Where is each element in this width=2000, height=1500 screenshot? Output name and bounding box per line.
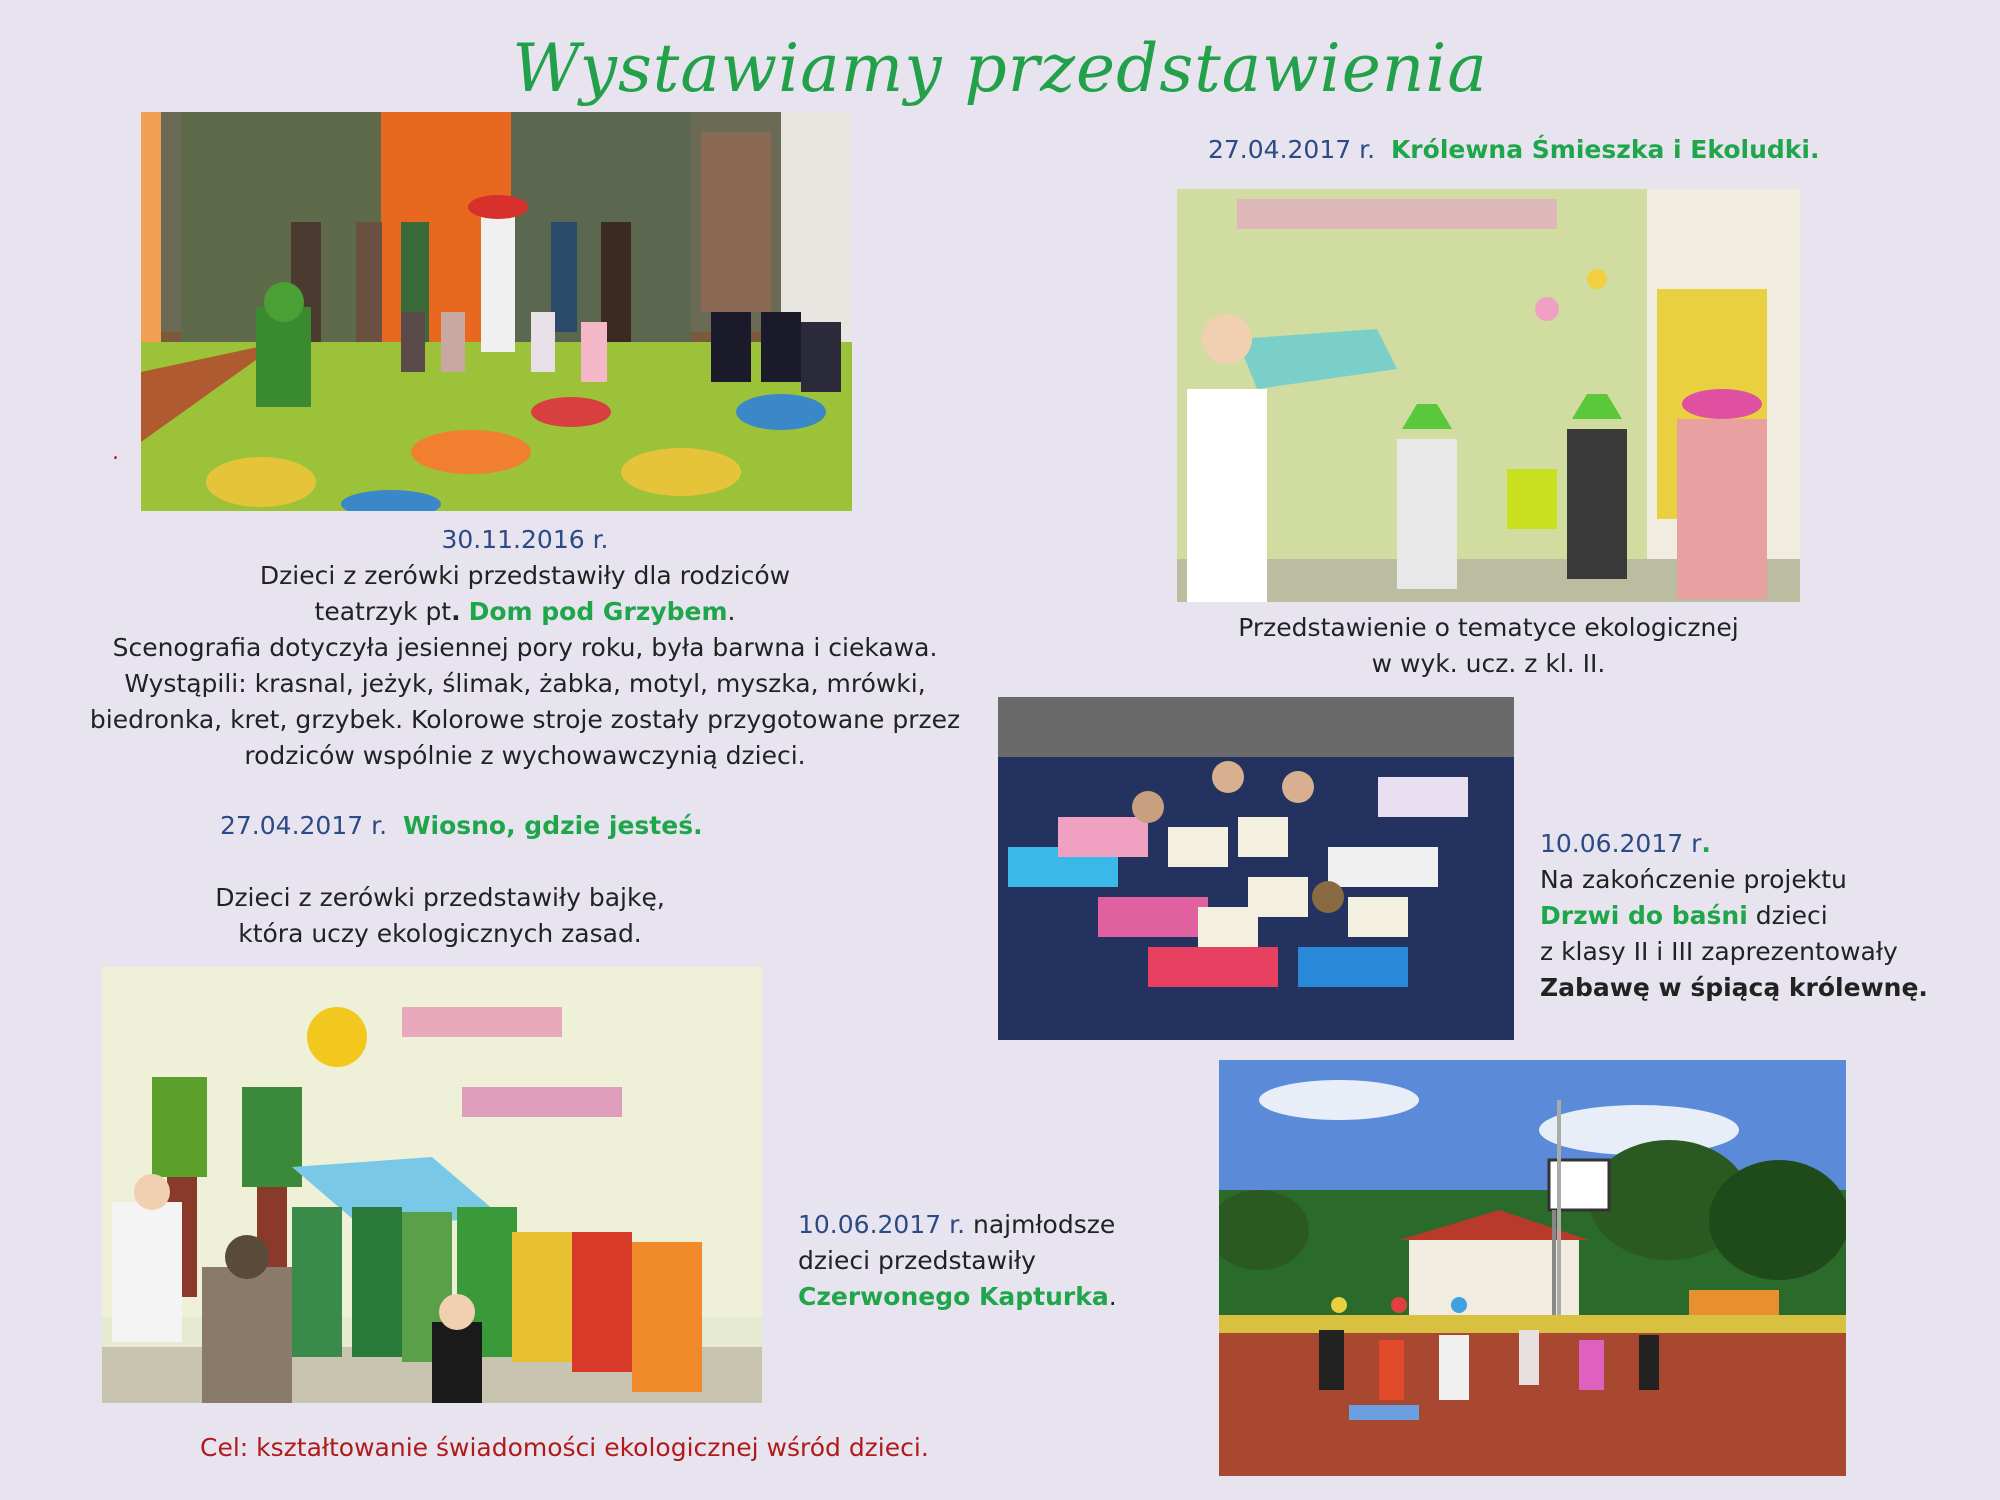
section-4-date-dot: . xyxy=(1701,829,1711,858)
section-3-caption xyxy=(1177,610,1800,682)
section-3-heading xyxy=(1208,132,1819,168)
section-4-line-2-rest: dzieci xyxy=(1747,901,1828,930)
section-2-line-1: Dzieci z zerówki przedstawiły bajkę, xyxy=(215,883,665,912)
section-5-play-title: Czerwonego Kapturka xyxy=(798,1282,1109,1311)
section-2-heading xyxy=(220,808,703,844)
section-2-date: 27.04.2017 r. xyxy=(220,811,388,840)
section-4-date: 10.06.2017 r xyxy=(1540,829,1702,858)
section-2-line-2: która uczy ekologicznych zasad. xyxy=(238,919,642,948)
section-4-line-1: Na zakończenie projektu xyxy=(1540,865,1847,894)
section-5-text xyxy=(798,1207,1117,1315)
section-5-line-1 xyxy=(798,1207,1117,1243)
section-3-date: 27.04.2017 r. xyxy=(1208,135,1376,164)
section-5-date: 10.06.2017 r. xyxy=(798,1210,966,1239)
section-4-project-title: Drzwi do baśni xyxy=(1540,901,1748,930)
section-3-caption-line-2: w wyk. ucz. z kl. II. xyxy=(1371,649,1606,678)
section-1-line-2 xyxy=(70,594,980,630)
section-4-text xyxy=(1540,826,1928,1006)
section-1-line-2-dot: . xyxy=(451,597,461,626)
section-1-text xyxy=(70,522,980,774)
section-5-line-1-rest: najmłodsze xyxy=(965,1210,1116,1239)
section-5-line-3 xyxy=(798,1279,1117,1315)
section-4-date-line xyxy=(1540,826,1928,862)
reading-on-carpet-photo xyxy=(998,697,1514,1040)
outdoor-fairytale-play-photo xyxy=(1219,1060,1846,1476)
section-3-caption-line-1: Przedstawienie o tematyce ekologicznej xyxy=(1238,613,1739,642)
section-1-line-4: Wystąpili: krasnal, jeżyk, ślimak, żabka, motyl, myszka, mrówki, xyxy=(124,669,926,698)
section-5-line-2: dzieci przedstawiły xyxy=(798,1246,1036,1275)
section-1-date: 30.11.2016 r. xyxy=(441,525,609,554)
section-1-play-title: Dom pod Grzybem xyxy=(468,597,728,626)
section-4-play-title: Zabawę w śpiącą królewnę. xyxy=(1540,973,1928,1002)
section-1-line-5: biedronka, kret, grzybek. Kolorowe stroje zostały przygotowane przez xyxy=(89,705,961,734)
section-3-play-title: Królewna Śmieszka i Ekoludki. xyxy=(1390,135,1820,164)
section-1-line-2-prefix: teatrzyk pt xyxy=(314,597,452,626)
section-1-line-3: Scenografia dotyczyła jesiennej pory roku, była barwna i ciekawa. xyxy=(112,633,938,662)
section-1-line-6: rodziców wspólnie z wychowawczynią dzieci. xyxy=(244,741,806,770)
section-1-line-2-end: . xyxy=(727,597,736,626)
eco-play-classroom-photo xyxy=(1177,189,1800,602)
section-4-line-2 xyxy=(1540,898,1928,934)
earth-day-play-photo xyxy=(102,967,762,1403)
goal-text: Cel: kształtowanie świadomości ekologicznej wśród dzieci. xyxy=(200,1433,929,1462)
section-5-title-end: . xyxy=(1108,1282,1117,1311)
mushroom-house-play-photo xyxy=(141,112,852,511)
section-1-line-1: Dzieci z zerówki przedstawiły dla rodziców xyxy=(259,561,791,590)
stray-dot: . xyxy=(112,440,119,465)
page-title: Wystawiamy przedstawienia xyxy=(512,30,1488,107)
section-2-text xyxy=(140,880,740,952)
section-2-play-title: Wiosno, gdzie jesteś. xyxy=(402,811,703,840)
section-4-line-3: z klasy II i III zaprezentowały xyxy=(1540,937,1898,966)
